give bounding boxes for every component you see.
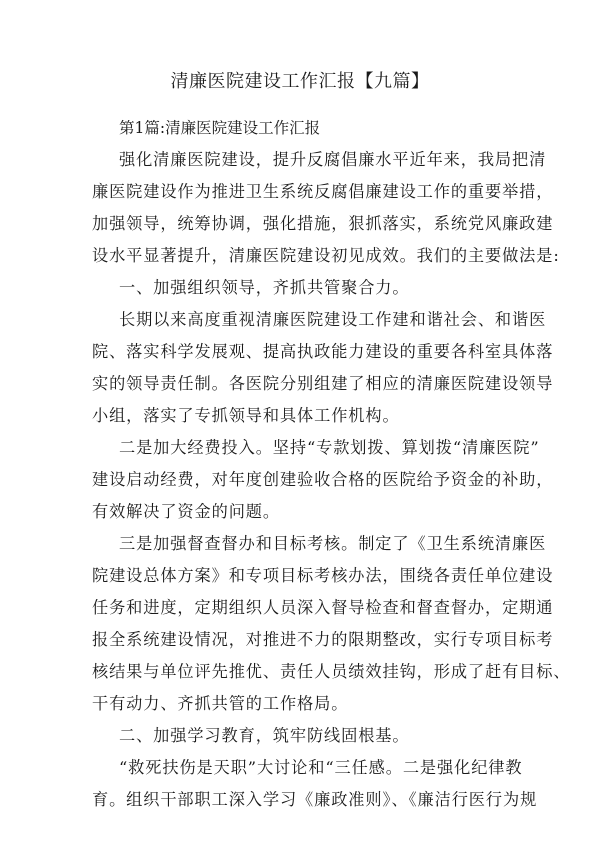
paragraph-line: 廉医院建设作为推进卫生系统反腐倡廉建设工作的重要举措， — [92, 182, 554, 201]
paragraph-line: 院、落实科学发展观、提高执政能力建设的重要各科室具体落 — [92, 342, 554, 361]
paragraph-line: 院建设总体方案》和专项目标考核办法，围绕各责任单位建设 — [92, 566, 554, 585]
paragraph-line: 设水平显著提升，清廉医院建设初见成效。我们的主要做法是: — [92, 246, 560, 265]
paragraph-line: 育。组织干部职工深入学习《廉政准则》、《廉洁行医行为规 — [92, 790, 538, 809]
paragraph-line: 核结果与单位评先推优、责任人员绩效挂钩，形成了赶有目标、 — [92, 662, 571, 681]
paragraph-line: 二是加大经费投入。坚持“专款划拨、算划拨“清廉医院” — [119, 438, 540, 457]
page-title: 清廉医院建设工作汇报【九篇】 — [170, 71, 430, 92]
paragraph-line: 有效解决了资金的问题。 — [92, 502, 280, 521]
paragraph-line: 强化清廉医院建设，提升反腐倡廉水平近年来，我局把清 — [119, 150, 547, 169]
paragraph-line: 三是加强督查督办和目标考核。制定了《卫生系统清廉医 — [119, 534, 547, 553]
paragraph-line: 实的领导责任制。各医院分别组建了相应的清廉医院建设领导 — [92, 374, 554, 393]
paragraph-line: 报全系统建设情况，对推进不力的限期整改，实行专项目标考 — [92, 630, 554, 649]
section-point: 一、加强组织领导，齐抓共管聚合力。 — [119, 278, 410, 297]
paragraph-line: 建设启动经费，对年度创建验收合格的医院给予资金的补助， — [92, 470, 554, 489]
paragraph-line: 加强领导，统筹协调，强化措施，狠抓落实，系统党风廉政建 — [92, 214, 554, 233]
paragraph-line: “救死扶伤是天职”大讨论和“三任感。二是强化纪律教 — [119, 758, 523, 777]
section-heading: 第1篇:清廉医院建设工作汇报 — [119, 119, 321, 137]
paragraph-line: 任务和进度，定期组织人员深入督导检查和督查督办，定期通 — [92, 598, 554, 617]
paragraph-line: 小组，落实了专抓领导和具体工作机构。 — [92, 406, 400, 425]
section-point: 二、加强学习教育，筑牢防线固根基。 — [119, 726, 410, 745]
paragraph-line: 长期以来高度重视清廉医院建设工作建和谐社会、和谐医 — [119, 310, 547, 329]
paragraph-line: 干有动力、齐抓共管的工作格局。 — [92, 694, 349, 713]
